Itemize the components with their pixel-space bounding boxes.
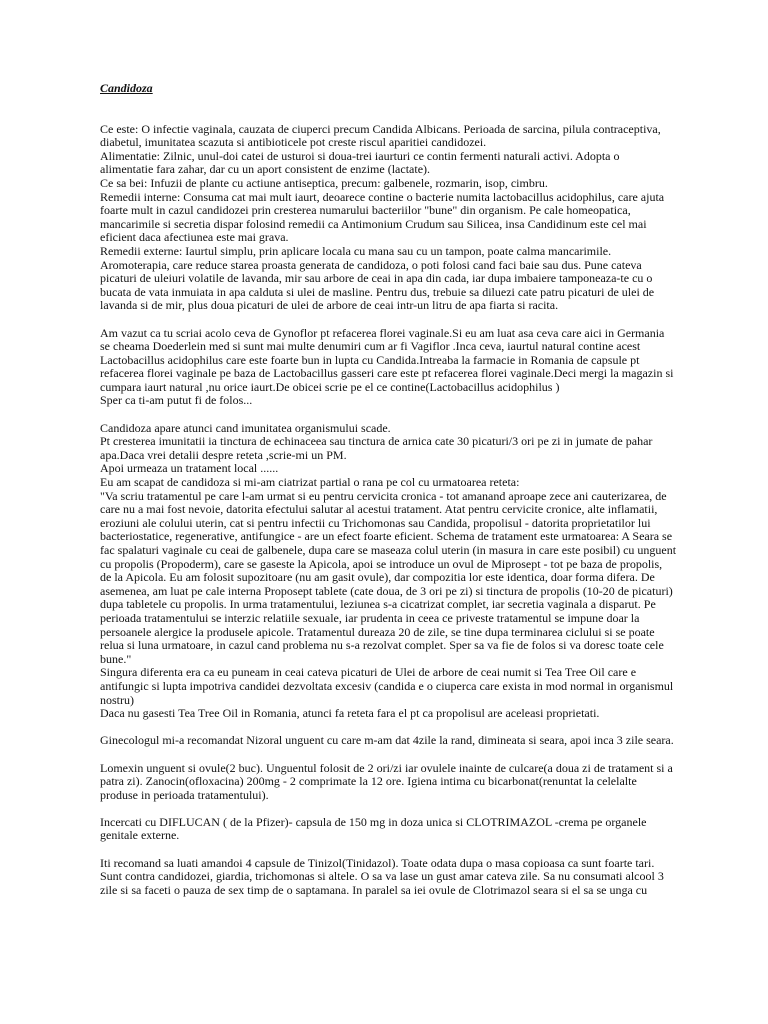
paragraph-propolis [100,422,705,721]
paragraph-lomexin [100,762,705,803]
text-line: zile si sa faceti o pauza de sex timp de o saptamana. In paralel sa iei ovule de Clotrimazol seara si el sa se unga cu [100,882,648,897]
text-line: refacerea florei vaginale pe baza de Lactobacillus gasseri care este pt refacerea florei vaginale.Deci mergi la magazin si [100,366,674,381]
text-line: care nu a mai fost nevoie, datorita efectului salutar al acestui tratament. Atat pentru cervicite cronice, alte inflamatii, [100,502,658,517]
text-line: Remedii interne: Consuma cat mai mult iaurt, deoarece contine o bacterie numita lactobacillus acidophilus, care ajuta [100,189,665,204]
text-line: eficient daca afectiunea este mai grava. [100,230,289,245]
text-line: nostru) [100,692,134,707]
text-line: Sunt contra candidozei, giardia, trichomonas si altele. O sa va lase un gust amar cateva zile. Sa nu consumati alcool 3 [100,869,664,884]
text-line: bucata de vata inmuiata in apa calduta si ulei de masline. Pentru dus, trebuie sa diluezi cate patru picaturi de ulei de [100,284,655,299]
text-line: Aromoterapia, care reduce starea proasta generata de candidoza, o poti folosi cand faci baie sau dus. Pune cateva [100,257,642,272]
text-line: patra zi). Zanocin(ofloxacina) 200mg - 2 comprimate la 12 ore. Igiena intima cu bicarbonat(renuntat la celelalte [100,774,637,789]
text-line: Daca nu gasesti Tea Tree Oil in Romania, atunci fa reteta fara el pt ca propolisul are aceleasi proprietati. [100,706,600,721]
text-line: Ce sa bei: Infuzii de plante cu actiune antiseptica, precum: galbenele, rozmarin, isop, cimbru. [100,175,548,190]
text-line: Lactobacillus acidophilus care este foarte bun in lupta cu Candida.Intreaba la farmacie in Romania de capsule pt [100,352,640,367]
paragraph-tinizol [100,857,705,898]
text-line: eroziuni ale colului uterin, cat si pentru infectii cu Trichomonas sau Candida, propolisul - datorita proprietatilor lui [100,515,651,530]
text-line: apa.Daca vrei detalii despre reteta ,scrie-mi un PM. [100,447,347,462]
text-line: mancarimile si secretia dispar folosind remedii ca Antimonium Crudum sau Silicea, insa Candidinum este cel mai [100,216,647,231]
text-line: Singura diferenta era ca eu puneam in ceai cateva picaturi de Ulei de arbore de ceai numit si Tea Tree Oil care e [100,665,637,680]
paragraph-gynoflor [100,327,705,409]
text-line: Incercati cu DIFLUCAN ( de la Pfizer)- capsula de 150 mg in doza unica si CLOTRIMAZOL -crema pe organele [100,814,647,829]
text-line: Sper ca ti-am putut fi de folos... [100,393,253,408]
text-line: Apoi urmeaza un tratament local ...... [100,461,279,476]
text-line: Lomexin unguent si ovule(2 buc). Unguentul folosit de 2 ori/zi iar ovulele inainte de culcare(a doua zi de tratament si a [100,760,673,775]
paragraph-definitie [100,123,705,313]
paragraph-diflucan [100,816,705,843]
text-line: Am vazut ca tu scriai acolo ceva de Gynoflor pt refacerea florei vaginale.Si eu am luat asa ceva care aici in Germania [100,325,665,340]
text-line: persoanele alergice la produsele apicole. Tratamentul dureaza 20 de zile, se tine dupa terminarea ciclului si se poate [100,624,655,639]
text-line: picaturi de uleiuri volatile de lavanda, mir sau arbore de ceai in apa din cada, iar dupa imbaiere tamponeaza-te cu o [100,271,653,286]
text-line: perioada tratamentului se interzic relatiile sexuale, iar prudenta in ceea ce priveste tratamentul se impune doar la [100,610,640,625]
text-line: foarte mult in cazul candidozei prin cresterea numarului bacteriilor "bune" din organism. Pe cale homeopatica, [100,203,631,218]
text-line: asemenea, am luat pe cale interna Proposept tablete (cate doua, de 3 ori pe zi) si tinctura de propolis (10-20 de picaturi) [100,583,673,598]
text-line: dupa tabletele cu propolis. In urma tratamentului, leziunea s-a cicatrizat complet, iar secretia vaginala a disparut. Pe [100,597,656,612]
text-line: bune." [100,651,132,666]
text-line: genitale externe. [100,828,180,843]
text-line: alimentatie fara zahar, dar cu un aport consistent de enzime (lactate). [100,162,431,177]
text-line: cu propolis (Propoderm), care se gaseste la Apicola, apoi se introduce un ovul de Miprosept - tot pe baza de propolis, [100,556,663,571]
text-line: Eu am scapat de candidoza si mi-am ciatrizat partial o rana pe col cu urmatoarea reteta: [100,475,520,490]
document-title: Candidoza [100,81,153,95]
text-line: Ginecologul mi-a recomandat Nizoral unguent cu care m-am dat 4zile la rand, dimineata si seara, apoi inca 3 zile seara. [100,733,674,748]
text-line: produse in perioada tratamentului). [100,787,269,802]
text-line: diabetul, imunitatea scazuta si antibioticele pot creste riscul aparitiei candidozei. [100,135,487,150]
document-body [100,123,705,898]
paragraph-nizoral [100,734,705,748]
document-page [100,82,705,911]
text-line: fac spalaturi vaginale cu ceai de galbenele, dupa care se maseaza colul uterin (in masura in care este posibil) cu unguent [100,543,677,557]
text-line: de la Apicola. Eu am folosit supozitoare (nu am gasit ovule), dar compozitia lor este identica, doar forma difera. De [100,570,655,585]
text-line: bacteriostatice, regenerative, antifungice - are un efect foarte eficient. Schema de tratament este urmatoarea: A Seara se [100,529,673,544]
text-line: antifungic si lupta impotriva candidei dezvoltata excesiv (candida e o ciuperca care exista in mod normal in organismul [100,678,674,693]
text-line: Pt cresterea imunitatii ia tinctura de echinaceea sau tinctura de arnica cate 30 picaturi/3 ori pe zi in jumate de pahar [100,434,653,449]
text-line: lavanda si de mir, plus doua picaturi de ulei de arbore de ceai intr-un litru de apa fiarta si racita. [100,298,559,313]
text-line: Candidoza apare atunci cand imunitatea organismului scade. [100,420,391,435]
text-line: Iti recomand sa luati amandoi 4 capsule de Tinizol(Tinidazol). Toate odata dupa o masa copioasa ca sunt foarte tari. [100,855,655,870]
text-line: Remedii externe: Iaurtul simplu, prin aplicare locala cu mana sau cu un tampon, poate calma mancarimile. [100,243,612,258]
text-line: "Va scriu tratamentul pe care l-am urmat si eu pentru cervicita cronica - tot amanand aproape zece ani cauterizarea, de [100,488,667,503]
text-line: relua si luna urmatoare, in cazul cand problema nu s-a rezolvat complet. Sper sa va fie de folos si va doresc toate cele [100,638,664,653]
text-line: cumpara iaurt natural ,nu orice iaurt.De obicei scrie pe el ce contine(Lactobacillus acidophilus ) [100,379,560,394]
text-line: se cheama Doederlein med si sunt mai multe denumiri cum ar fi Vagiflor .Inca ceva, iaurtul natural contine acest [100,339,641,354]
text-line: Alimentatie: Zilnic, unul-doi catei de usturoi si doua-trei iaurturi ce contin fermenti naturali activi. Adopta o [100,148,620,163]
text-line: Ce este: O infectie vaginala, cauzata de ciuperci precum Candida Albicans. Perioada de sarcina, pilula contraceptiva, [100,121,661,136]
